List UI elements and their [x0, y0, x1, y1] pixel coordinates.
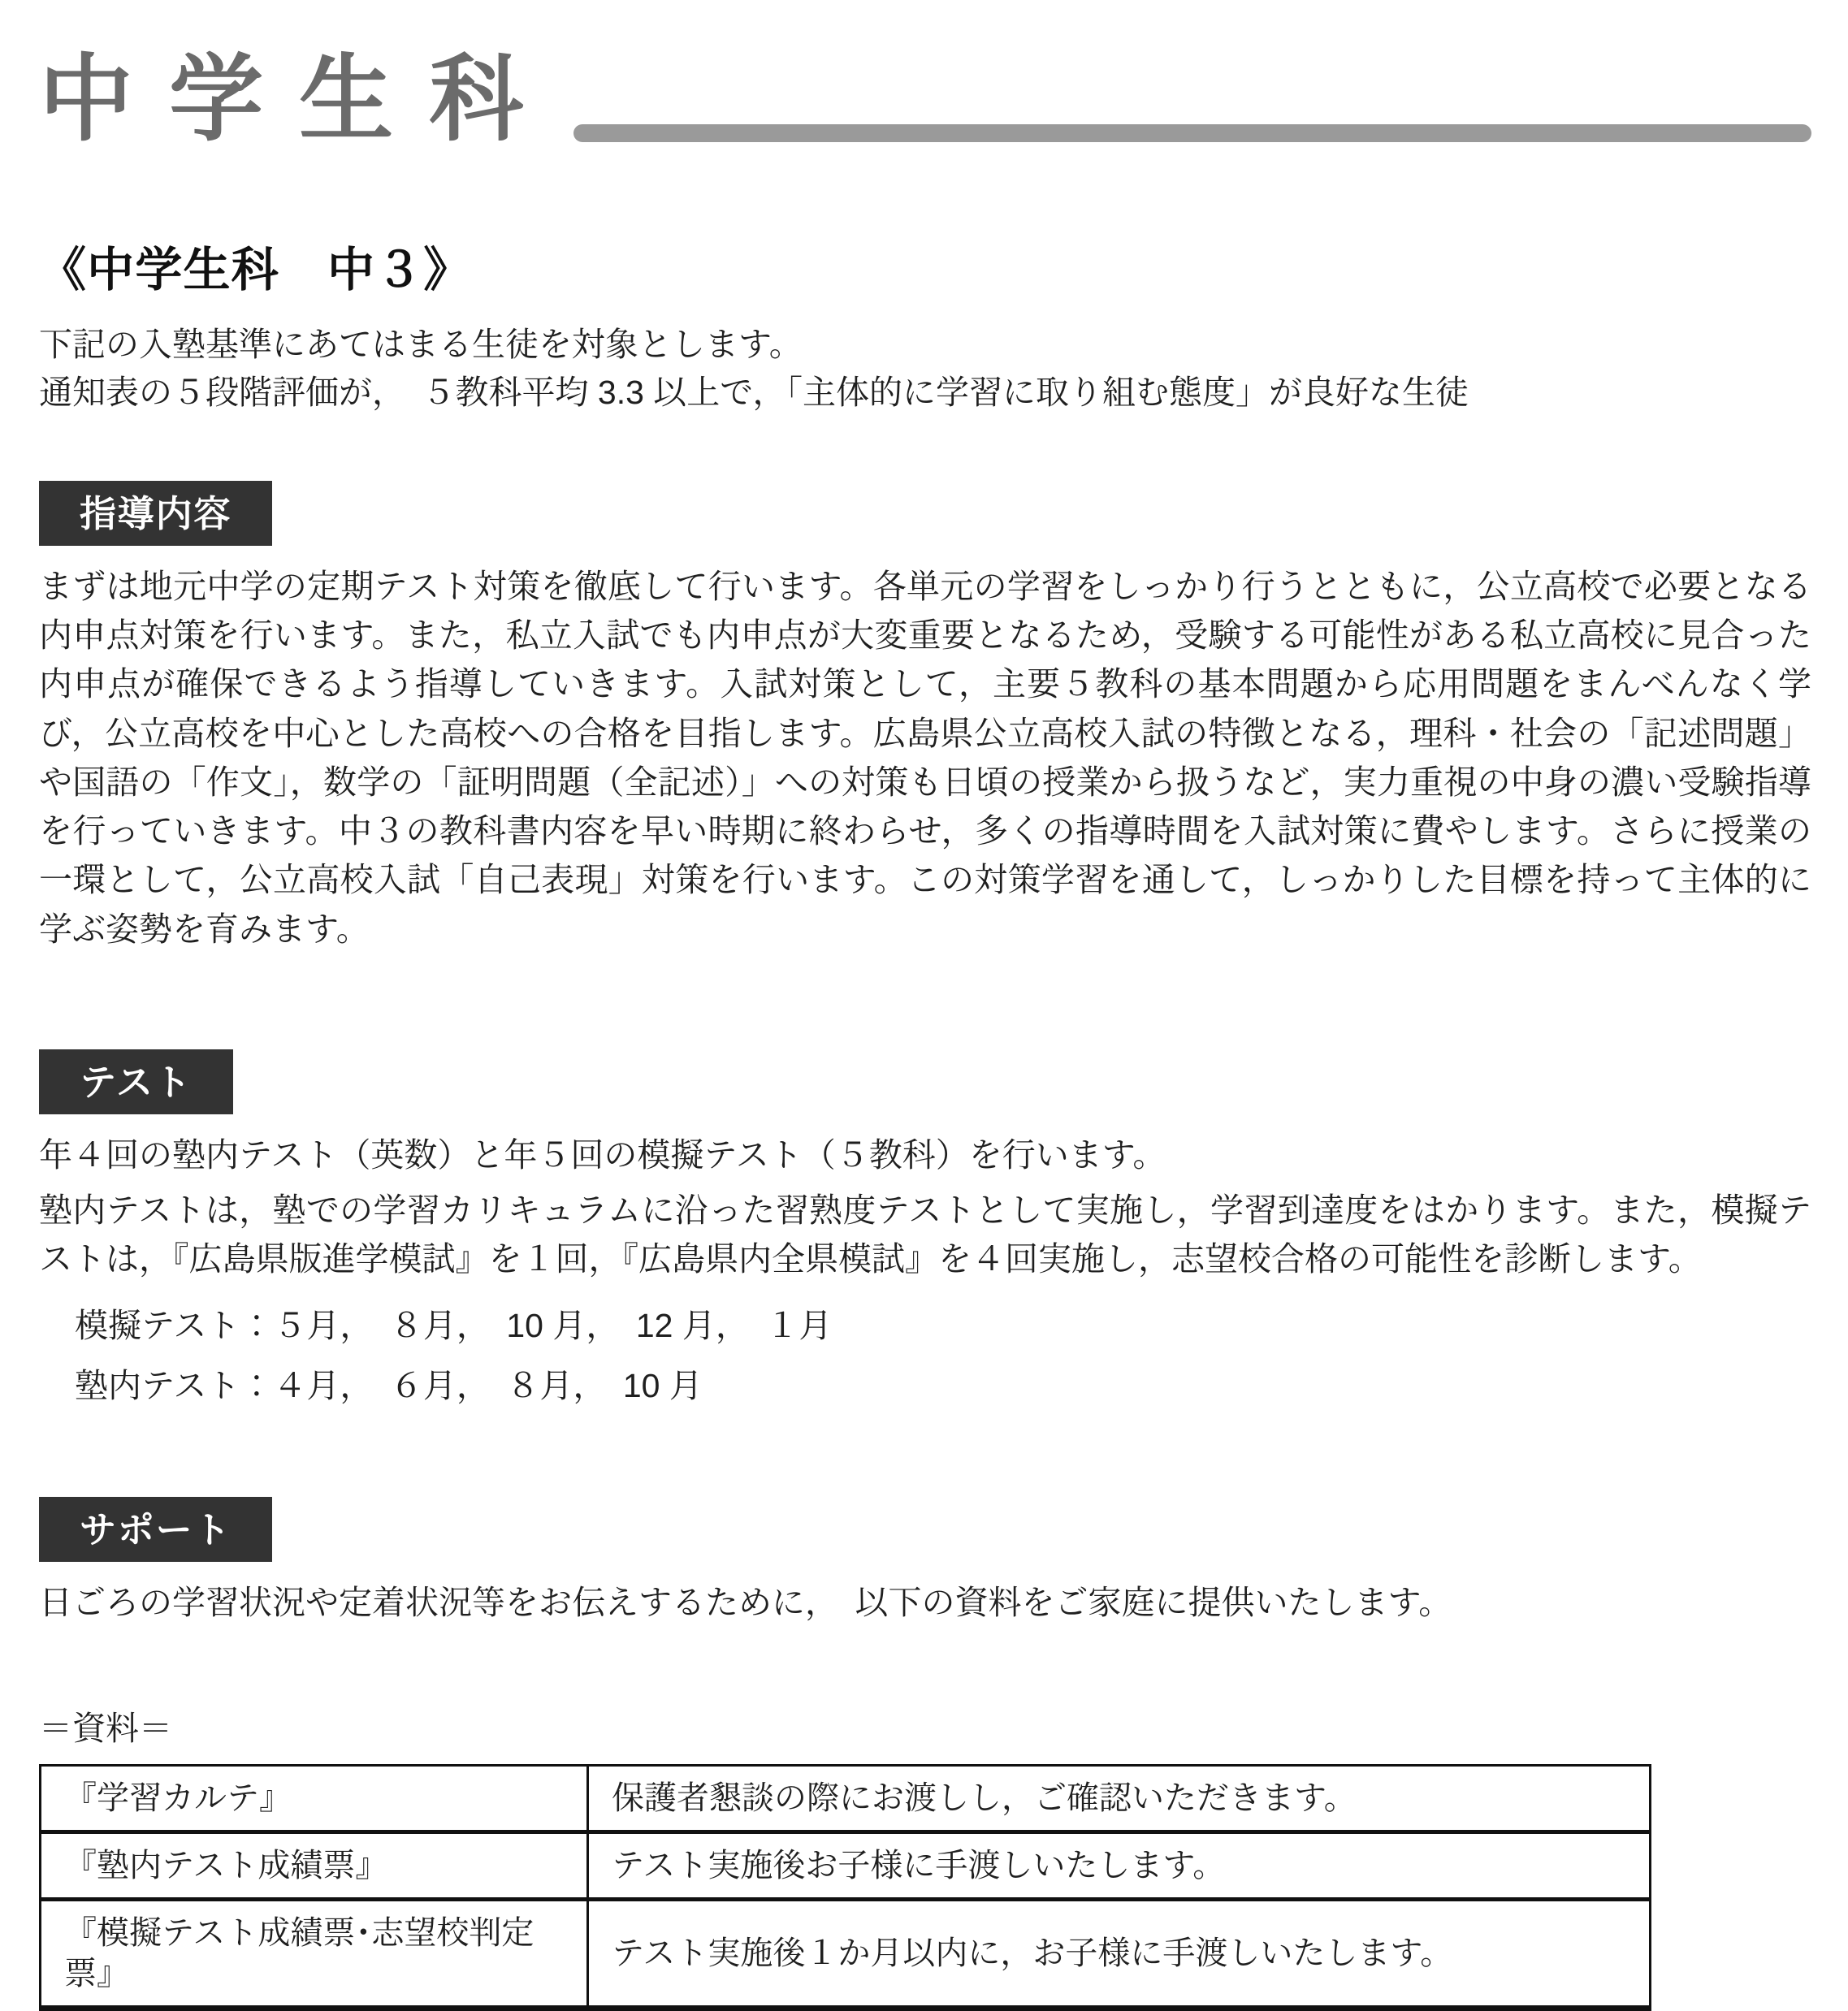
course-heading: 《中学生科 中３》 — [39, 244, 472, 297]
material-desc: 保護者懇談の際にお渡しし，ご確認いただきます。 — [612, 1780, 1357, 1817]
guidance-body: まずは地元中学の定期テスト対策を徹底して行います。各単元の学習をしっかり行うとともに，公立高校で必要となる内申点対策を行います。また，私立入試でも内申点が大変重要となるため，受験する可能性がある私立高校に見合った内申点が確保できるよう指導していきます。入試対策として，主要５教科の基本問題から応用問題をまんべんなく学び，公立高校を中心とした高校への合格を目指します。広島県公立高校入試の特徴となる，理科・社会の「記述問題」や国語の「作文」，数学の「証明問題（全記述）」への対策も日頃の授業から扱うなど，実力重視の中身の濃い受験指導を行っていきます。中３の教科書内容を早い時期に終わらせ，多くの指導時間を入試対策に費やします。さらに授業の一環として，公立高校入試「自己表現」対策を行います。この対策学習を通して，しっかりした目標を持って主体的に学ぶ姿勢を育みます。 — [39, 567, 1811, 948]
material-name: 『塾内テスト成績票』 — [41, 1832, 588, 1900]
section-test — [39, 1049, 1811, 1409]
material-name: 『模擬テスト成績票･志望校判定票』 — [41, 1900, 588, 2009]
table-row — [41, 1766, 1651, 1832]
materials-table — [39, 1764, 1651, 2011]
section-guidance — [39, 481, 1811, 954]
table-row — [41, 1832, 1651, 1900]
page-header — [39, 45, 1811, 154]
mock-test-schedule: 模擬テスト：５月， ８月， 10 月， 12 月， １月 — [75, 1306, 833, 1344]
section-badge-guidance: 指導内容 — [39, 481, 272, 546]
intro-line-1: 下記の入塾基準にあてはまる生徒を対象とします。 — [39, 326, 803, 364]
test-detail: 塾内テストは，塾での学習カリキュラムに沿った習熟度テストとして実施し，学習到達度をはかります。また，模擬テストは，『広島県版進学模試』を１回，『広島県内全県模試』を４回実施し，志望校合格の可能性を診断します。 — [39, 1191, 1811, 1278]
section-support — [39, 1497, 1811, 1627]
material-desc: テスト実施後１か月以内に，お子様に手渡しいたします。 — [612, 1935, 1453, 1972]
page-title: 中学生科 — [39, 46, 560, 152]
section-badge-support: サポート — [39, 1497, 272, 1562]
admission-criteria — [39, 321, 1811, 415]
internal-test-schedule: 塾内テスト：４月， ６月， ８月， 10 月 — [75, 1366, 703, 1404]
material-name: 『学習カルテ』 — [41, 1766, 588, 1832]
title-underline-rule — [573, 124, 1811, 142]
section-badge-test: テスト — [39, 1049, 233, 1114]
support-body: 日ごろの学習状況や定着状況等をお伝えするために， 以下の資料をご家庭に提供いたします。 — [39, 1584, 1452, 1622]
test-intro: 年４回の塾内テスト（英数）と年５回の模擬テスト（５教科）を行います。 — [39, 1135, 1166, 1174]
materials-label: ＝資料＝ — [39, 1710, 172, 1748]
material-desc: テスト実施後お子様に手渡しいたします。 — [612, 1848, 1226, 1884]
table-row — [41, 1900, 1651, 2009]
intro-line-2: 通知表の５段階評価が， ５教科平均 3.3 以上で，「主体的に学習に取り組む態度」が良好な生徒 — [39, 373, 1469, 411]
